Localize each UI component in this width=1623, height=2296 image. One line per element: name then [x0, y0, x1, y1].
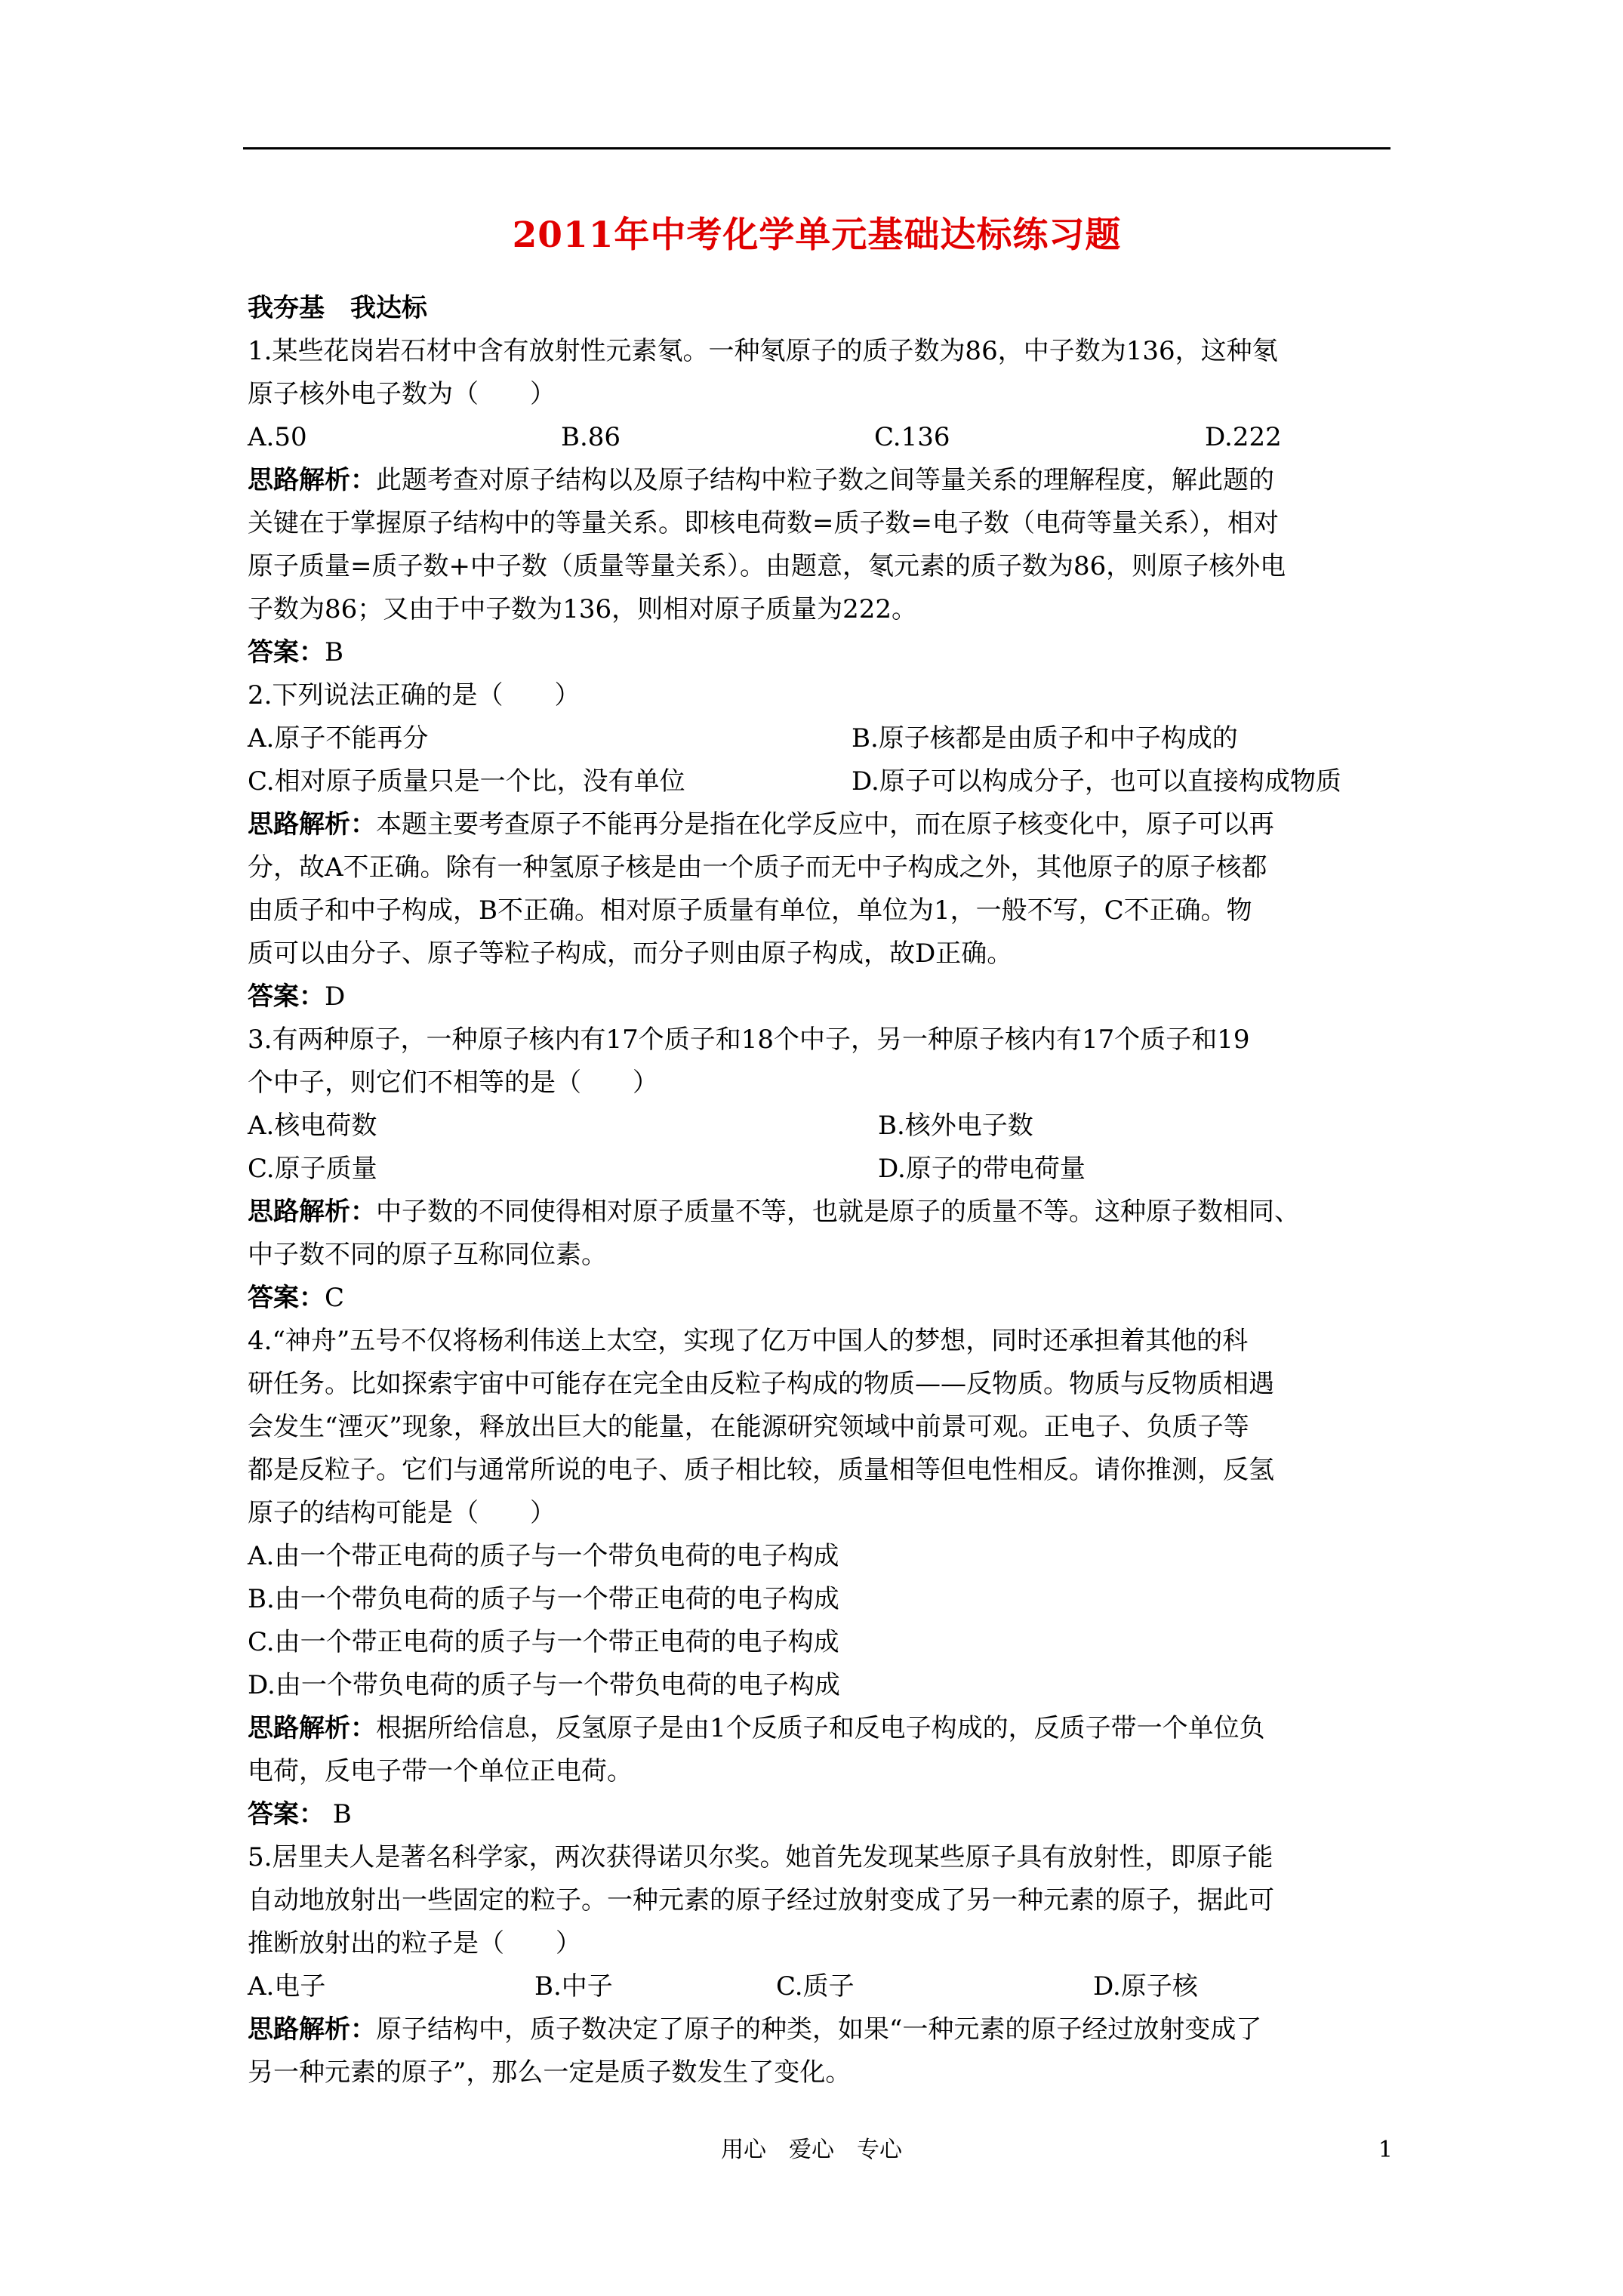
question-text-line: 研任务。比如探索宇宙中可能存在完全由反粒子构成的物质——反物质。物质与反物质相遇 — [248, 1369, 1274, 1399]
answer-line — [248, 631, 1397, 674]
answer-label: 答案： — [248, 1799, 325, 1829]
answer-value: C — [325, 1283, 345, 1313]
section-heading: 我夯基 我达标 — [248, 293, 427, 323]
question-text-line: 原子的结构可能是（ ） — [248, 1498, 556, 1528]
answer-label: 答案： — [248, 1283, 325, 1313]
option-a: A.电子 — [248, 1971, 326, 2002]
answer-line — [248, 1277, 1397, 1320]
question-2 — [248, 674, 1397, 1019]
question-text-line: 1.某些花岗岩石材中含有放射性元素氡。一种氡原子的质子数为86，中子数为136，这种氡 — [248, 336, 1278, 366]
analysis-label: 思路解析： — [248, 2014, 376, 2045]
analysis-line: 另一种元素的原子”，那么一定是质子数发生了变化。 — [248, 2057, 852, 2088]
analysis-line: 分，故A不正确。除有一种氢原子核是由一个质子而无中子构成之外，其他原子的原子核都 — [248, 852, 1267, 883]
answer-line — [248, 975, 1397, 1019]
question-options — [248, 1965, 1397, 2008]
question-text-line: 原子核外电子数为（ ） — [248, 379, 556, 409]
question-text-line: 3.有两种原子，一种原子核内有17个质子和18个中子，另一种原子核内有17个质子和19 — [248, 1025, 1250, 1055]
footer-motto: 用心 爱心 专心 — [721, 2137, 902, 2163]
option-c: C.质子 — [776, 1971, 855, 2002]
page-number: 1 — [1378, 2137, 1393, 2163]
option-d: D.原子核 — [1093, 1971, 1198, 2002]
option-d: D.由一个带负电荷的质子与一个带负电荷的电子构成 — [248, 1670, 840, 1700]
question-4 — [248, 1320, 1397, 1836]
option-c: C.相对原子质量只是一个比，没有单位 — [248, 766, 685, 797]
answer-label: 答案： — [248, 637, 325, 667]
option-b: B.核外电子数 — [878, 1111, 1033, 1141]
option-b: B.由一个带负电荷的质子与一个带正电荷的电子构成 — [248, 1584, 839, 1614]
question-text-line: 自动地放射出一些固定的粒子。一种元素的原子经过放射变成了另一种元素的原子，据此可 — [248, 1885, 1274, 1915]
analysis-line: 由质子和中子构成，B不正确。相对原子质量有单位，单位为1，一般不写，C不正确。物 — [248, 895, 1252, 926]
question-3 — [248, 1019, 1397, 1320]
analysis-line: 子数为86；又由于中子数为136，则相对原子质量为222。 — [248, 594, 918, 624]
question-text-line: 5.居里夫人是著名科学家，两次获得诺贝尔奖。她首先发现某些原子具有放射性，即原子能 — [248, 1842, 1273, 1872]
question-options — [248, 1105, 1397, 1148]
option-a: A.核电荷数 — [248, 1111, 377, 1141]
analysis-label: 思路解析： — [248, 1197, 376, 1227]
analysis-line: 电荷，反电子带一个单位正电荷。 — [248, 1756, 633, 1786]
option-a: A.原子不能再分 — [248, 723, 429, 754]
question-text-line: 推断放射出的粒子是（ ） — [248, 1928, 581, 1959]
analysis-line: 思路解析：本题主要考查原子不能再分是指在化学反应中，而在原子核变化中，原子可以再 — [248, 809, 1274, 840]
option-b: B.中子 — [534, 1971, 613, 2002]
question-text-line: 会发生“湮灭”现象，释放出巨大的能量，在能源研究领域中前景可观。正电子、负质子等 — [248, 1412, 1249, 1442]
question-1 — [248, 330, 1397, 674]
answer-value: B — [325, 637, 343, 667]
option-c: C.原子质量 — [248, 1154, 377, 1184]
answer-value: D — [325, 982, 346, 1012]
option-c: C.由一个带正电荷的质子与一个带正电荷的电子构成 — [248, 1627, 839, 1657]
option-d: D.原子的带电荷量 — [878, 1154, 1086, 1184]
analysis-line: 思路解析：原子结构中，质子数决定了原子的种类，如果“一种元素的原子经过放射变成了 — [248, 2014, 1262, 2045]
option-d: D.原子可以构成分子，也可以直接构成物质 — [852, 766, 1341, 797]
option-a: A.50 — [248, 422, 307, 452]
analysis-line: 中子数不同的原子互称同位素。 — [248, 1240, 607, 1270]
document-title: 2011年中考化学单元基础达标练习题 — [512, 214, 1122, 256]
question-text-line: 4.“神舟”五号不仅将杨利伟送上太空，实现了亿万中国人的梦想，同时还承担着其他的科 — [248, 1326, 1249, 1356]
question-options — [248, 1148, 1397, 1191]
option-c: C.136 — [874, 422, 950, 452]
option-b: B.86 — [561, 422, 621, 452]
analysis-line: 原子质量=质子数+中子数（质量等量关系）。由题意，氡元素的质子数为86，则原子核外电 — [248, 551, 1286, 581]
question-options — [248, 760, 1397, 803]
analysis-line: 思路解析：根据所给信息，反氢原子是由1个反质子和反电子构成的，反质子带一个单位负 — [248, 1713, 1265, 1743]
analysis-label: 思路解析： — [248, 809, 376, 840]
answer-label: 答案： — [248, 982, 325, 1012]
question-text-line: 2.下列说法正确的是（ ） — [248, 680, 581, 710]
analysis-label: 思路解析： — [248, 465, 376, 495]
answer-value: B — [325, 1799, 352, 1829]
header-rule — [243, 147, 1390, 149]
answer-line — [248, 1793, 1397, 1836]
analysis-line: 关键在于掌握原子结构中的等量关系。即核电荷数=质子数=电子数（电荷等量关系），相对 — [248, 508, 1279, 538]
question-options — [248, 416, 1397, 459]
option-a: A.由一个带正电荷的质子与一个带负电荷的电子构成 — [248, 1541, 839, 1571]
analysis-line: 质可以由分子、原子等粒子构成，而分子则由原子构成，故D正确。 — [248, 938, 1013, 969]
question-options — [248, 717, 1397, 760]
analysis-line: 思路解析：此题考查对原子结构以及原子结构中粒子数之间等量关系的理解程度，解此题的 — [248, 465, 1274, 495]
analysis-label: 思路解析： — [248, 1713, 376, 1743]
question-text-line: 个中子，则它们不相等的是（ ） — [248, 1068, 658, 1098]
question-5 — [248, 1836, 1397, 2094]
analysis-line: 思路解析：中子数的不同使得相对原子质量不等，也就是原子的质量不等。这种原子数相同、 — [248, 1197, 1300, 1227]
option-d: D.222 — [1205, 422, 1282, 452]
option-b: B.原子核都是由质子和中子构成的 — [852, 723, 1238, 754]
question-text-line: 都是反粒子。它们与通常所说的电子、质子相比较，质量相等但电性相反。请你推测，反氢 — [248, 1455, 1274, 1485]
document-body — [248, 287, 1397, 2094]
